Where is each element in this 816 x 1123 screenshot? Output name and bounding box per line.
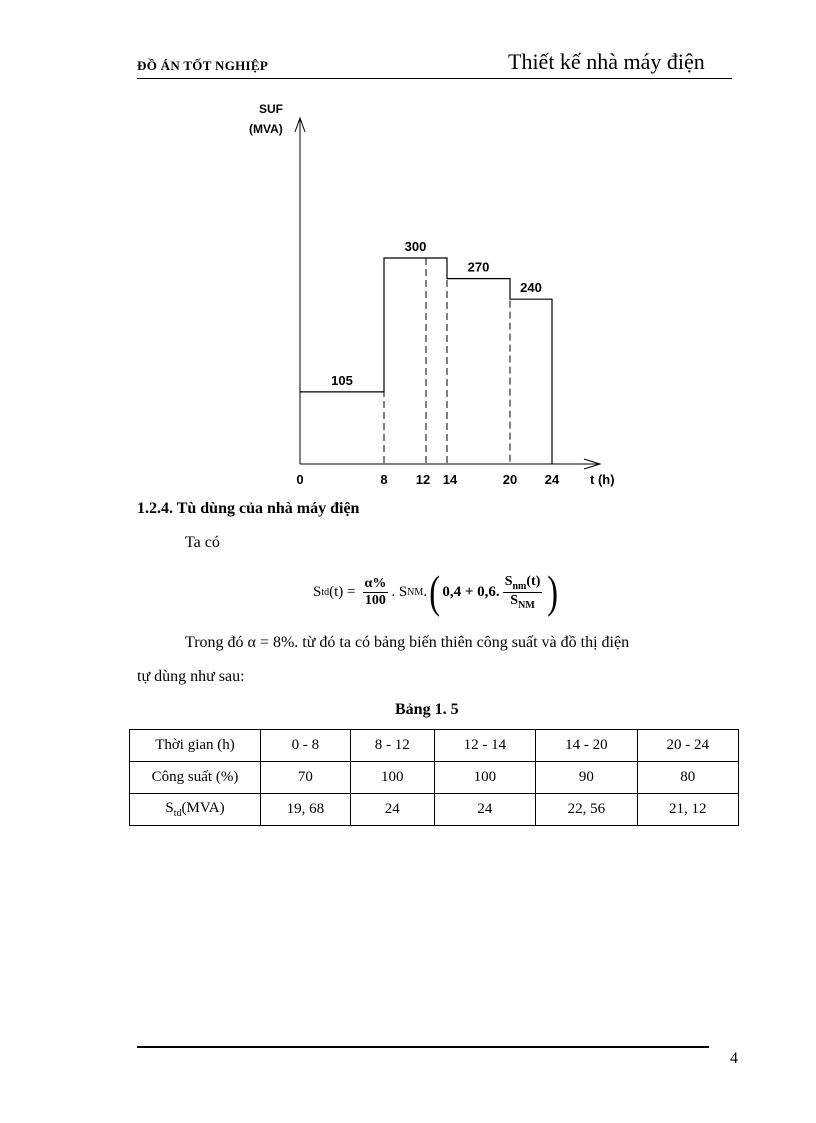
segment-value-label: 270 [467,259,490,275]
formula-frac1-den: 100 [364,592,386,608]
formula-frac1 [363,576,389,609]
formula-snm-sub: NM [407,586,424,598]
table-cell: 0 - 8 [261,730,351,762]
formula-frac2-den-s: S [510,592,519,608]
table-cell: 19, 68 [261,794,351,826]
table-cell: 80 [637,762,738,794]
table-cell: Thời gian (h) [130,730,261,762]
table-row [130,794,739,826]
table-cell: 14 - 20 [536,730,637,762]
x-axis-label: t (h) [590,472,615,487]
std-sub: td [173,808,182,819]
formula-frac2 [503,574,543,611]
table-title: Bảng 1. 5 [395,701,459,718]
table-cell: 100 [350,762,434,794]
table-cell: 22, 56 [536,794,637,826]
segment-value-label: 300 [404,238,427,254]
segment-value-label: 240 [520,280,542,296]
formula-frac1-num: α% [364,575,387,591]
x-tick-label: 12 [415,472,431,487]
section-title: 1.2.4. Tù dùng của nhà máy điện [137,500,360,517]
page-number: 4 [730,1050,738,1067]
std-prefix: S [165,800,174,816]
y-axis-label-top: SUF [259,102,283,116]
formula-frac2-num-s: S [504,573,513,589]
load-chart [0,0,816,500]
formula-frac2-num-sub: nm [512,580,527,592]
paragraph-2: tự dùng như sau: [137,668,245,685]
segment-value-label: 105 [331,372,353,388]
header-left: ĐỒ ÁN TỐT NGHIỆP [137,58,269,73]
x-tick-label: 8 [380,472,388,487]
formula-right-paren: ) [547,566,559,617]
table-cell: 20 - 24 [637,730,738,762]
table-cell: Công suất (%) [130,762,261,794]
table-cell: 70 [261,762,351,794]
formula [313,566,561,618]
table-row [130,762,739,794]
x-tick-label: 0 [296,472,304,487]
paragraph-1: Trong đó α = 8%. từ đó ta có bảng biến thiên công suất và đồ thị điện [185,634,630,651]
table-cell: 21, 12 [637,794,738,826]
footer-rule [137,1046,709,1048]
formula-frac2-den [508,593,536,611]
y-axis-label-bottom: (MVA) [249,122,283,136]
x-tick-label: 20 [502,472,518,487]
formula-dot2: . [423,583,428,600]
table-cell-std [130,794,261,826]
table-cell: 24 [434,794,535,826]
formula-frac2-den-sub: NM [518,599,535,611]
formula-inner: 0,4 + 0,6. [442,583,500,600]
formula-lhs: S [313,583,322,600]
std-unit: (MVA) [181,800,225,816]
formula-left-paren: ( [429,566,441,617]
table-cell: 90 [536,762,637,794]
header-right: Thiết kế nhà máy điện [508,49,705,74]
formula-dot1: . S [391,583,408,600]
intro-text: Ta có [185,534,220,551]
x-tick-label: 14 [442,472,458,487]
formula-lhs-sub: td [321,586,330,598]
table-row [130,730,739,762]
table-cell: 8 - 12 [350,730,434,762]
formula-lhs-arg: (t) = [329,583,356,600]
formula-frac2-num-arg: (t) [526,573,541,589]
table-cell: 100 [434,762,535,794]
table-cell: 24 [350,794,434,826]
x-tick-label: 24 [544,472,560,487]
data-table [129,729,739,826]
formula-frac2-num [503,574,543,593]
table-cell: 12 - 14 [434,730,535,762]
